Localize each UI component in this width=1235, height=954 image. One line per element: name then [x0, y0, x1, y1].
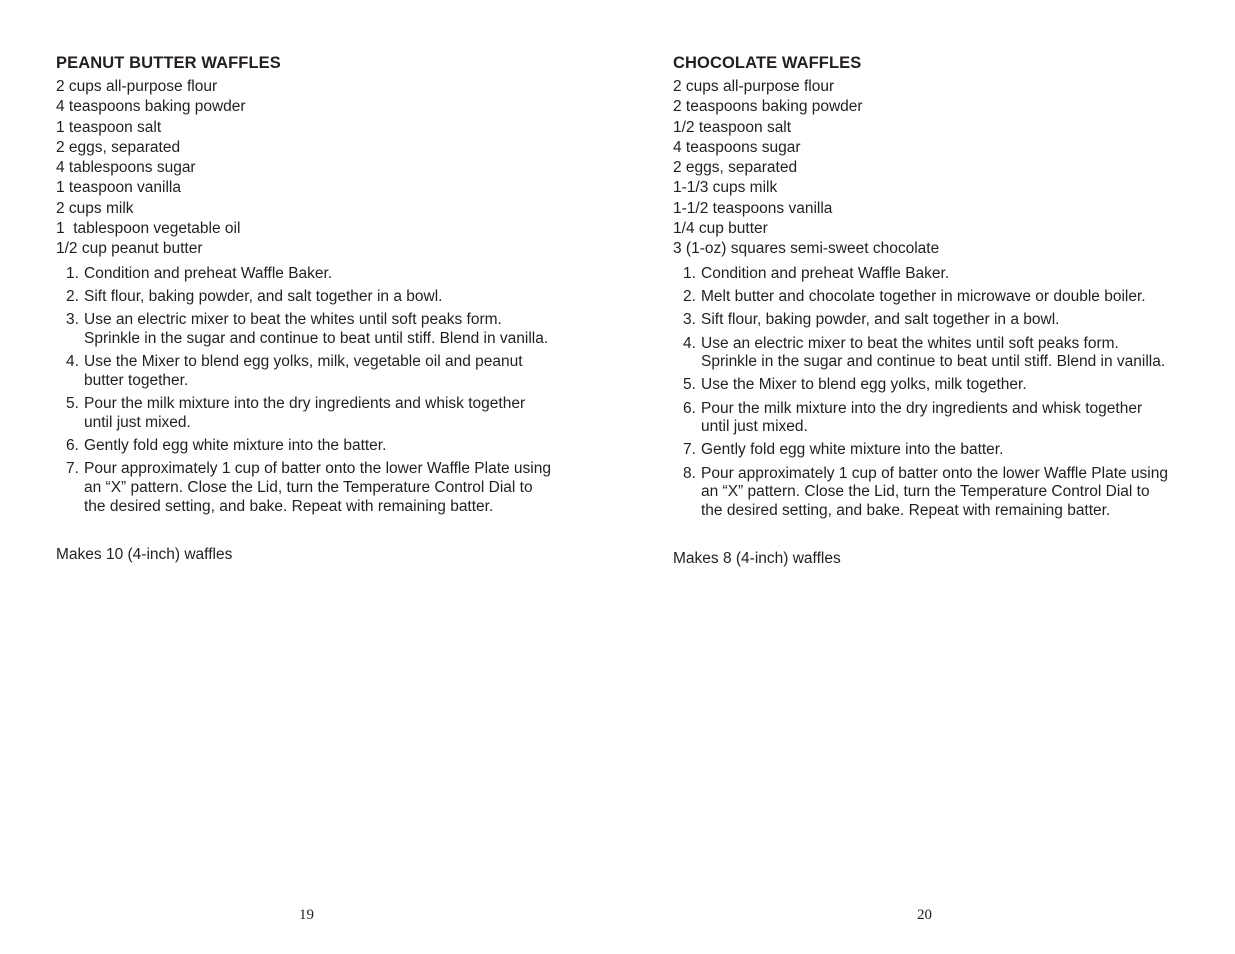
instruction-step — [673, 400, 1173, 438]
recipe-peanut-butter-waffles — [56, 52, 556, 565]
instruction-step — [56, 395, 556, 433]
step-number: 4. — [66, 353, 79, 371]
step-text: Use an electric mixer to beat the whites until soft peaks form. Sprinkle in the sugar and continue to beat until stiff. Blend in vanilla. — [701, 334, 1166, 371]
step-number: 6. — [66, 437, 79, 455]
instruction-step — [673, 335, 1173, 373]
step-number: 6. — [683, 399, 696, 417]
step-text: Condition and preheat Waffle Baker. — [701, 265, 950, 283]
step-text: Use an electric mixer to beat the whites until soft peaks form. Sprinkle in the sugar and continue to beat until stiff. Blend in vanilla. — [84, 311, 549, 348]
instruction-step — [673, 441, 1173, 460]
recipe-title: CHOCOLATE WAFFLES — [673, 54, 862, 72]
page-number: 20 — [917, 907, 932, 923]
step-text: Melt butter and chocolate together in microwave or double boiler. — [701, 288, 1146, 306]
ingredient-item: 2 teaspoons baking powder — [673, 98, 863, 116]
ingredient-item: 2 cups all-purpose flour — [673, 78, 835, 95]
step-number: 5. — [683, 376, 696, 394]
ingredient-list — [56, 77, 556, 259]
ingredient-item: 4 teaspoons baking powder — [56, 98, 246, 116]
step-number: 8. — [683, 464, 696, 482]
recipe-title: PEANUT BUTTER WAFFLES — [56, 54, 281, 72]
instruction-step — [673, 311, 1173, 330]
instruction-step — [673, 288, 1173, 307]
recipe-chocolate-waffles — [673, 52, 1173, 569]
step-text: Pour the milk mixture into the dry ingredients and whisk together until just mixed. — [701, 399, 1143, 436]
step-text: Pour approximately 1 cup of batter onto the lower Waffle Plate using an “X” pattern. Close the Lid, turn the Temperature Control Dial to the desired setting, and bake. Repeat with remaining batter. — [701, 464, 1168, 520]
instruction-step — [673, 465, 1173, 521]
recipe-yield: Makes 8 (4-inch) waffles — [673, 549, 841, 567]
instruction-step — [56, 288, 556, 307]
step-text: Gently fold egg white mixture into the batter. — [84, 437, 387, 455]
step-text: Use the Mixer to blend egg yolks, milk, vegetable oil and peanut butter together. — [84, 353, 523, 390]
instruction-list — [56, 265, 556, 516]
step-number: 1. — [683, 265, 696, 283]
instruction-step — [56, 311, 556, 349]
left-page — [0, 0, 617, 954]
page-number: 19 — [299, 907, 314, 923]
instruction-list — [673, 265, 1173, 521]
ingredient-item: 1 teaspoon salt — [56, 118, 162, 136]
step-text: Sift flour, baking powder, and salt together in a bowl. — [701, 311, 1060, 329]
step-number: 7. — [683, 441, 696, 459]
ingredient-item: 2 cups milk — [56, 199, 134, 217]
ingredient-item: 1-1/2 teaspoons vanilla — [673, 199, 833, 217]
instruction-step — [673, 265, 1173, 284]
step-text: Use the Mixer to blend egg yolks, milk together. — [701, 376, 1027, 394]
ingredient-item: 2 eggs, separated — [56, 138, 181, 156]
ingredient-item: 2 cups all-purpose flour — [56, 78, 218, 95]
ingredient-item: 4 teaspoons sugar — [673, 138, 801, 156]
ingredient-list — [673, 77, 1173, 259]
ingredient-item: 1 tablespoon vegetable oil — [56, 219, 241, 237]
instruction-step — [56, 437, 556, 456]
ingredient-item: 1/4 cup butter — [673, 219, 768, 237]
instruction-step — [673, 376, 1173, 395]
step-number: 2. — [683, 288, 696, 306]
step-text: Sift flour, baking powder, and salt together in a bowl. — [84, 288, 443, 306]
ingredient-item: 1/2 cup peanut butter — [56, 240, 203, 257]
step-number: 2. — [66, 288, 79, 306]
ingredient-item: 2 eggs, separated — [673, 159, 798, 176]
step-number: 7. — [66, 460, 79, 478]
step-number: 3. — [683, 311, 696, 329]
instruction-step — [56, 265, 556, 284]
step-number: 5. — [66, 395, 79, 413]
step-number: 3. — [66, 311, 79, 329]
step-text: Gently fold egg white mixture into the batter. — [701, 441, 1004, 459]
ingredient-item: 1 teaspoon vanilla — [56, 179, 181, 197]
recipe-yield: Makes 10 (4-inch) waffles — [56, 545, 233, 563]
ingredient-item: 3 (1-oz) squares semi-sweet chocolate — [673, 240, 940, 257]
right-page — [617, 0, 1234, 954]
step-text: Pour the milk mixture into the dry ingredients and whisk together until just mixed. — [84, 395, 526, 432]
ingredient-item: 1/2 teaspoon salt — [673, 118, 792, 136]
step-text: Condition and preheat Waffle Baker. — [84, 265, 333, 283]
step-text: Pour approximately 1 cup of batter onto the lower Waffle Plate using an “X” pattern. Close the Lid, turn the Temperature Control Dial to the desired setting, and bake. Repeat with remaining batter. — [84, 460, 551, 515]
step-number: 1. — [66, 265, 79, 283]
instruction-step — [56, 460, 556, 516]
instruction-step — [56, 353, 556, 391]
ingredient-item: 1-1/3 cups milk — [673, 179, 778, 197]
step-number: 4. — [683, 334, 696, 352]
ingredient-item: 4 tablespoons sugar — [56, 159, 196, 176]
